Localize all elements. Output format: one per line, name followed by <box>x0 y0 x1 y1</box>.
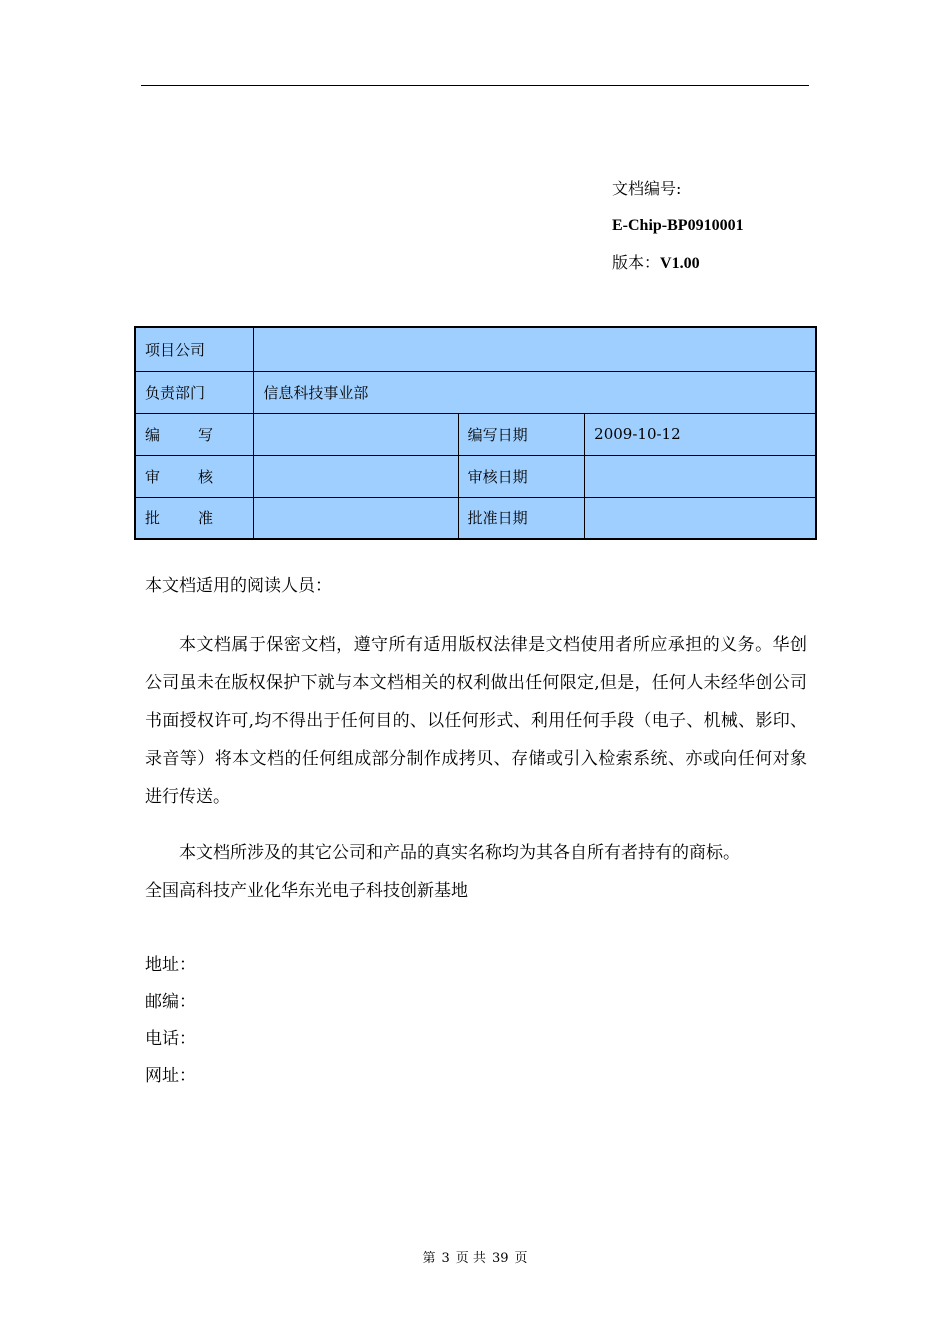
base-name: 全国高科技产业化华东光电子科技创新基地 <box>145 881 468 901</box>
document-version <box>612 244 744 281</box>
table-row <box>135 371 816 413</box>
footer-mid: 页 共 <box>455 1251 486 1266</box>
footer-page-number: 3 <box>441 1251 450 1266</box>
version-label-second: 本： <box>628 253 661 272</box>
document-info <box>612 170 744 281</box>
contact-postcode: 邮编： <box>145 992 196 1012</box>
table-row <box>135 455 816 497</box>
cell-label-department: 负责部门 <box>135 371 254 413</box>
cell-label-approval-date: 批准日期 <box>458 497 585 539</box>
cell-value-reviewer <box>254 455 458 497</box>
header-rule <box>141 85 809 86</box>
cell-value-author <box>254 413 458 455</box>
cell-label-reviewer <box>135 455 254 497</box>
table-row <box>135 497 816 539</box>
table-row <box>135 413 816 455</box>
label-approver-text: 批准 <box>145 509 213 528</box>
footer-prefix: 第 <box>422 1251 436 1266</box>
footer-total-pages: 39 <box>491 1251 509 1266</box>
table-row <box>135 327 816 371</box>
document-number-label: 文档编号: <box>612 179 682 198</box>
cell-label-approver <box>135 497 254 539</box>
cell-value-project-company <box>254 327 816 371</box>
label-reviewer-text: 审核 <box>145 467 213 486</box>
cell-value-review-date <box>585 455 816 497</box>
document-info-table <box>134 326 817 540</box>
contact-address: 地址： <box>145 955 196 975</box>
cell-value-approval-date <box>585 497 816 539</box>
cell-value-author-date: 2009-10-12 <box>585 413 816 455</box>
cell-label-author-date: 编写日期 <box>458 413 585 455</box>
trademark-section <box>145 834 807 910</box>
cell-value-approver <box>254 497 458 539</box>
cell-value-department: 信息科技事业部 <box>254 371 816 413</box>
footer-suffix: 页 <box>514 1251 528 1266</box>
confidentiality-paragraph: 本文档属于保密文档，遵守所有适用版权法律是文档使用者所应承担的义务。华创公司虽未在版权保护下就与本文档相关的权利做出任何限定,但是，任何人未经华创公司书面授权许可,均不得出于任何目的、以任何形式、利用任何手段（电子、机械、影印、录音等）将本文档的任何组成部分制作成拷贝、存储或引入检索系统、亦或向任何对象进行传送。 <box>145 635 807 807</box>
contact-block <box>145 947 807 1095</box>
version-label-first: 版 <box>612 253 629 272</box>
cell-label-review-date: 审核日期 <box>458 455 585 497</box>
document-number-value: E-Chip-BP0910001 <box>612 217 744 234</box>
version-value: V1.00 <box>660 255 700 272</box>
contact-website: 网址： <box>145 1066 196 1086</box>
readers-heading: 本文档适用的阅读人员： <box>145 576 332 596</box>
label-author-text: 编写 <box>145 425 213 444</box>
cell-label-project-company: 项目公司 <box>135 327 254 371</box>
contact-phone: 电话： <box>145 1029 196 1049</box>
page-footer <box>0 1247 950 1266</box>
cell-label-author <box>135 413 254 455</box>
trademark-paragraph: 本文档所涉及的其它公司和产品的真实名称均为其各自所有者持有的商标。 <box>179 843 740 863</box>
